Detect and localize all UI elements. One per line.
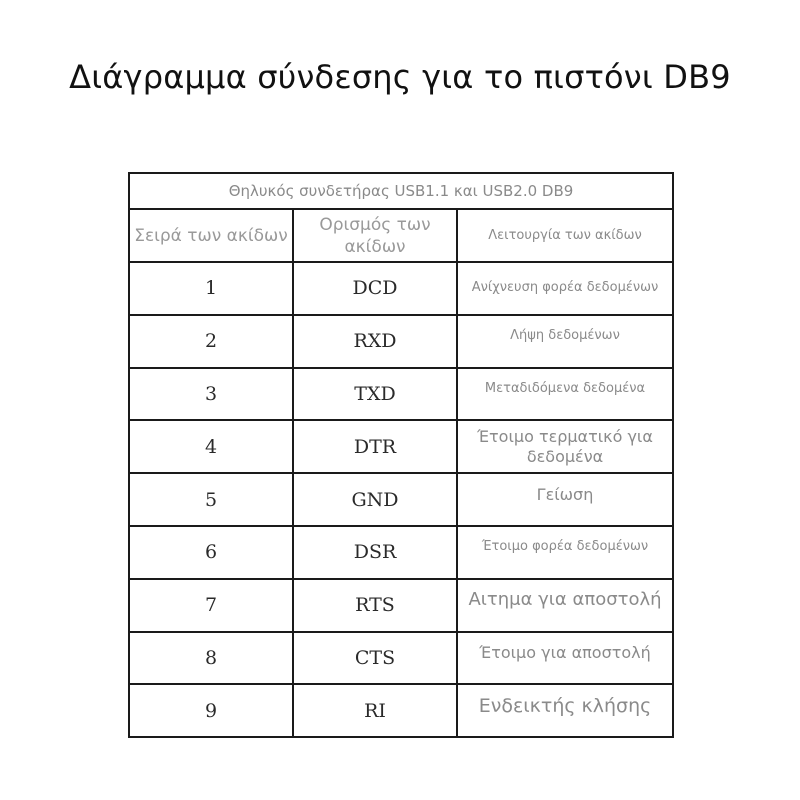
table-row <box>129 315 673 368</box>
pin-function: Έτοιμο τερματικό για δεδομένα <box>457 420 673 473</box>
pin-function <box>457 473 673 526</box>
pin-signal: RXD <box>293 315 457 368</box>
pin-function-text: Έτοιμο για αποστολή <box>479 642 651 662</box>
table-row <box>129 473 673 526</box>
pin-function <box>457 526 673 579</box>
pin-signal: GND <box>293 473 457 526</box>
table-caption: Θηλυκός συνδετήρας USB1.1 και USB2.0 DB9 <box>129 173 673 209</box>
pin-signal: RI <box>293 684 457 737</box>
table-row <box>129 368 673 421</box>
pin-function-text: Έτοιμο φορέα δεδομένων <box>481 539 649 555</box>
pin-number: 4 <box>129 420 293 473</box>
table-row <box>129 526 673 579</box>
table-header-row <box>129 209 673 262</box>
pin-number: 2 <box>129 315 293 368</box>
pin-number: 1 <box>129 262 293 315</box>
pin-number: 8 <box>129 632 293 685</box>
pin-signal: DSR <box>293 526 457 579</box>
table-row <box>129 262 673 315</box>
pin-function-text: Γείωση <box>536 484 594 504</box>
header-pin-definition: Ορισμός των ακίδων <box>293 209 457 262</box>
pin-number: 7 <box>129 579 293 632</box>
pin-signal: DCD <box>293 262 457 315</box>
header-pin-function: Λειτουργία των ακίδων <box>457 209 673 262</box>
pin-function <box>457 368 673 421</box>
pin-function <box>457 315 673 368</box>
pin-signal: CTS <box>293 632 457 685</box>
header-pin-order: Σειρά των ακίδων <box>129 209 293 262</box>
pin-function <box>457 579 673 632</box>
page-title: Διάγραμμα σύνδεσης για το πιστόνι DB9 <box>69 58 731 96</box>
table-row <box>129 684 673 737</box>
pin-function-text: Ενδεικτής κλήσης <box>478 694 652 717</box>
pin-function <box>457 684 673 737</box>
pin-number: 9 <box>129 684 293 737</box>
pin-signal: RTS <box>293 579 457 632</box>
pin-signal: TXD <box>293 368 457 421</box>
pin-function-text: Λήψη δεδομένων <box>510 328 620 344</box>
pin-number: 3 <box>129 368 293 421</box>
pinout-table <box>128 172 674 738</box>
pin-signal: DTR <box>293 420 457 473</box>
pin-function-text: Μεταδιδόμενα δεδομένα <box>484 380 646 396</box>
table-caption-row <box>129 173 673 209</box>
pin-number: 6 <box>129 526 293 579</box>
pin-number: 5 <box>129 473 293 526</box>
table-row <box>129 420 673 473</box>
pin-function-text: Αιτημα για αποστολή <box>468 589 662 611</box>
pin-function: Ανίχνευση φορέα δεδομένων <box>457 262 673 315</box>
pin-function <box>457 632 673 685</box>
table-row <box>129 632 673 685</box>
table-row <box>129 579 673 632</box>
